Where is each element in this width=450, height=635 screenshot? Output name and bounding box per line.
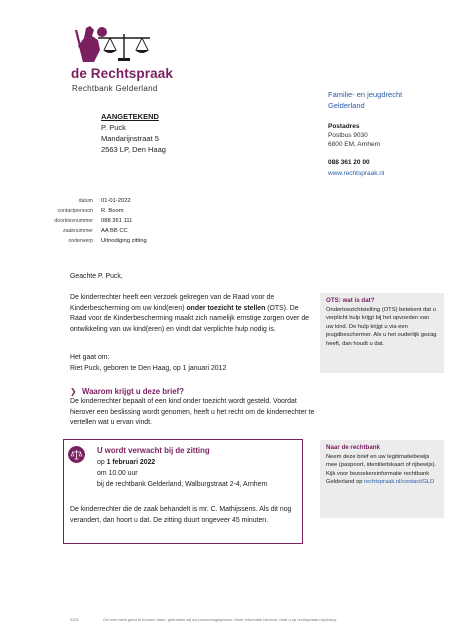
hearing-date: op 1 februari 2022	[97, 459, 156, 466]
website-link[interactable]: www.rechtspraak.nl	[328, 170, 385, 177]
paragraph-intro: Het gaat om:	[70, 354, 110, 361]
paragraph-request: De kinderrechter heeft een verzoek gekregen van de Raad voor de Kinderbescherming om uw kind(eren) onder toezicht te stellen (OTS). De Raad voor de Kinderbescherming maakt zich namelijk ernstige zorgen over de ontwikkeling van uw kind(eren) en vindt dat verplichte hulp nodig is.	[70, 294, 309, 333]
registered-mail-label: AANGETEKEND	[101, 112, 159, 121]
logo-title: de Rechtspraak	[71, 66, 173, 81]
address-line: Mandarijnstraat 5	[101, 134, 159, 143]
logo-subtitle: Rechtbank Gelderland	[72, 84, 158, 93]
phone-number: 088 361 20 00	[328, 159, 370, 166]
postadres-label: Postadres	[328, 123, 360, 130]
meta-key-zaaknummer: zaaknummer	[63, 228, 93, 234]
chevron-right-icon: ❯	[70, 387, 77, 396]
meta-key-doorkiesnummer: doorkiesnummer	[54, 218, 93, 224]
footer-code: 0201	[70, 617, 79, 622]
rechtspraak-logo-icon	[70, 24, 160, 66]
footer-privacy-note: Om een werk goed te kunnen doen, gebruiken wij uw persoonsgegevens. Meer informatie hierover vindt u op rechtspraak.nl/privacy.	[103, 617, 338, 622]
greeting: Geachte P. Puck,	[70, 273, 123, 280]
sidebar-court-box	[320, 440, 444, 518]
sidebar-ots-box	[320, 293, 444, 373]
meta-key-onderwerp: onderwerp	[68, 238, 93, 244]
hearing-title: U wordt verwacht bij de zitting	[97, 446, 210, 455]
postadres-line: 6800 EM, Arnhem	[328, 141, 381, 148]
meta-value-contactpersoon: R. Boom	[101, 208, 124, 214]
sidebar-court-text: Neem deze brief en uw legitimatiebewijs mee (paspoort, identiteitskaart of rijbewijs). Kijk voor bezoekersinformatie rechtbank Gelderland op	[326, 454, 437, 486]
department-name: Familie- en jeugdrecht Gelderland	[328, 90, 403, 110]
meta-value-datum: 01-01-2022	[101, 198, 131, 204]
court-contact-link[interactable]: rechtspraak.nl/contact/GLD	[364, 479, 435, 486]
section-heading: Waarom krijgt u deze brief?	[82, 387, 184, 396]
paragraph-explanation: De kinderrechter bepaalt of een kind onder toezicht wordt gesteld. Voordat hierover een beslissing wordt genomen, heeft u het recht om de kinderrechter te vertellen wat u ervan vindt.	[70, 398, 315, 426]
sidebar-court-title: Naar de rechtbank	[326, 444, 380, 451]
postadres-line: Postbus 9030	[328, 132, 368, 139]
meta-key-contactpersoon: contactpersoon	[57, 208, 93, 214]
meta-value-doorkiesnummer: 088 361 111	[101, 218, 133, 224]
scales-icon	[68, 446, 85, 463]
sidebar-ots-title: OTS: wat is dat?	[326, 297, 375, 304]
meta-key-datum: datum	[78, 198, 93, 204]
meta-value-zaaknummer: AA BB CC	[101, 228, 128, 234]
bold-phrase: onder toezicht te stellen	[186, 304, 266, 312]
hearing-time: om 10.00 uur	[97, 470, 138, 477]
address-line: 2563 LP, Den Haag	[101, 145, 166, 154]
meta-value-onderwerp: Uitnodiging zitting	[101, 238, 147, 244]
sidebar-ots-text: Ondertoezichtstelling (OTS) betekent dat u verplicht hulp krijgt bij het opvoeden van uw kind. De hulp krijgt u via een jeugdbeschermer. Als u het ouderlijk gezag heeft, dan houdt u dat.	[326, 307, 437, 347]
hearing-details: De kinderrechter die de zaak behandelt is mr. C. Mathijssens. Als dit nog verandert, dan hoort u dat. De zitting duurt ongeveer 45 minuten.	[70, 506, 292, 524]
hearing-location: bij de rechtbank Gelderland, Walburgstraat 2-4, Arnhem	[97, 481, 268, 488]
address-line: P. Puck	[101, 123, 126, 132]
child-info: Riet Puck, geboren te Den Haag, op 1 januari 2012	[70, 365, 227, 372]
